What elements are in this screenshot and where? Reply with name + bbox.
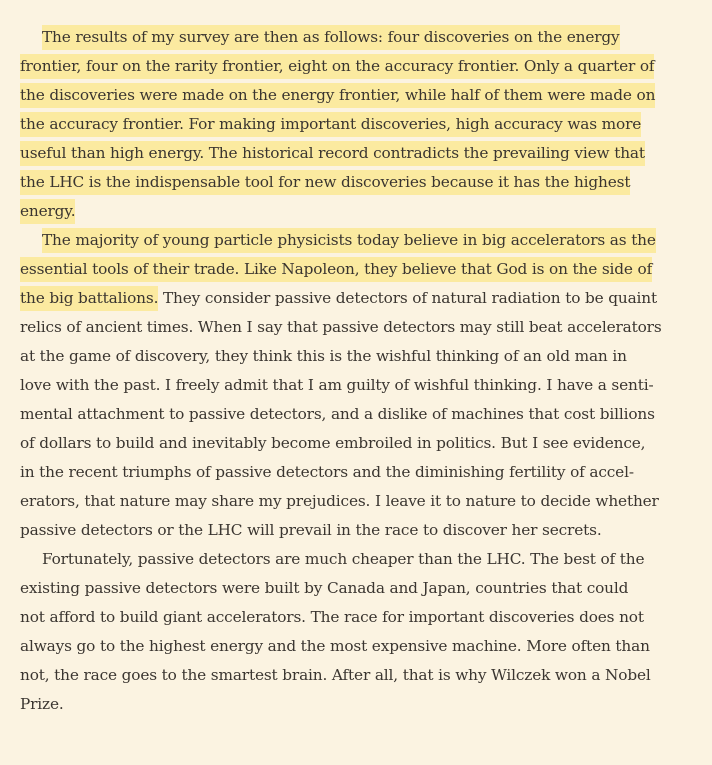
body-text[interactable]: existing passive detectors were built by Canada and Japan, countries that could: [20, 579, 629, 597]
text-line: [20, 458, 660, 487]
highlighted-text[interactable]: useful than high energy. The historical record contradicts the prevailing view that: [20, 141, 645, 166]
document-page: [20, 23, 660, 719]
text-line: [20, 255, 660, 284]
text-line: [20, 313, 660, 342]
body-text[interactable]: at the game of discovery, they think this is the wishful thinking of an old man in: [20, 347, 627, 365]
text-line: [20, 110, 660, 139]
text-line: [20, 603, 660, 632]
text-line: [20, 23, 660, 52]
highlighted-text[interactable]: the accuracy frontier. For making important discoveries, high accuracy was more: [20, 112, 641, 137]
paragraph-1: [20, 23, 660, 226]
text-line: [20, 139, 660, 168]
highlighted-text[interactable]: frontier, four on the rarity frontier, eight on the accuracy frontier. Only a quarter of: [20, 54, 654, 79]
text-line: [20, 429, 660, 458]
body-text[interactable]: Prize.: [20, 695, 64, 713]
text-line: [20, 371, 660, 400]
paragraph-3: [20, 545, 660, 719]
text-line: [20, 690, 660, 719]
highlighted-text[interactable]: energy.: [20, 199, 75, 224]
text-line: [20, 574, 660, 603]
text-line: [20, 284, 660, 313]
text-line: [20, 342, 660, 371]
highlighted-text[interactable]: essential tools of their trade. Like Napoleon, they believe that God is on the side of: [20, 257, 652, 282]
text-line: [20, 545, 660, 574]
highlighted-text[interactable]: the discoveries were made on the energy frontier, while half of them were made on: [20, 83, 655, 108]
text-line: [20, 197, 660, 226]
body-text[interactable]: erators, that nature may share my prejudices. I leave it to nature to decide whether: [20, 492, 659, 510]
body-text[interactable]: Fortunately, passive detectors are much cheaper than the LHC. The best of the: [42, 550, 645, 568]
body-text[interactable]: relics of ancient times. When I say that passive detectors may still beat accelerators: [20, 318, 662, 336]
text-line: [20, 400, 660, 429]
body-text[interactable]: mental attachment to passive detectors, and a dislike of machines that cost billions: [20, 405, 655, 423]
text-line: [20, 516, 660, 545]
paragraph-2: [20, 226, 660, 545]
text-line: [20, 226, 660, 255]
text-line: [20, 168, 660, 197]
text-line: [20, 487, 660, 516]
body-text[interactable]: not afford to build giant accelerators. The race for important discoveries does not: [20, 608, 644, 626]
body-text[interactable]: in the recent triumphs of passive detectors and the diminishing fertility of accel-: [20, 463, 634, 481]
highlighted-text[interactable]: the LHC is the indispensable tool for new discoveries because it has the highest: [20, 170, 630, 195]
body-text[interactable]: They consider passive detectors of natural radiation to be quaint: [158, 289, 657, 307]
body-text[interactable]: always go to the highest energy and the most expensive machine. More often than: [20, 637, 650, 655]
text-line: [20, 52, 660, 81]
body-text[interactable]: not, the race goes to the smartest brain. After all, that is why Wilczek won a Nobel: [20, 666, 651, 684]
text-line: [20, 632, 660, 661]
body-text[interactable]: passive detectors or the LHC will prevail in the race to discover her secrets.: [20, 521, 602, 539]
highlighted-text[interactable]: The majority of young particle physicists today believe in big accelerators as the: [42, 228, 656, 253]
text-line: [20, 661, 660, 690]
body-text[interactable]: of dollars to build and inevitably become embroiled in politics. But I see evidence,: [20, 434, 646, 452]
text-line: [20, 81, 660, 110]
highlighted-text[interactable]: the big battalions.: [20, 286, 158, 311]
body-text[interactable]: love with the past. I freely admit that I am guilty of wishful thinking. I have a senti-: [20, 376, 654, 394]
highlighted-text[interactable]: The results of my survey are then as follows: four discoveries on the energy: [42, 25, 620, 50]
